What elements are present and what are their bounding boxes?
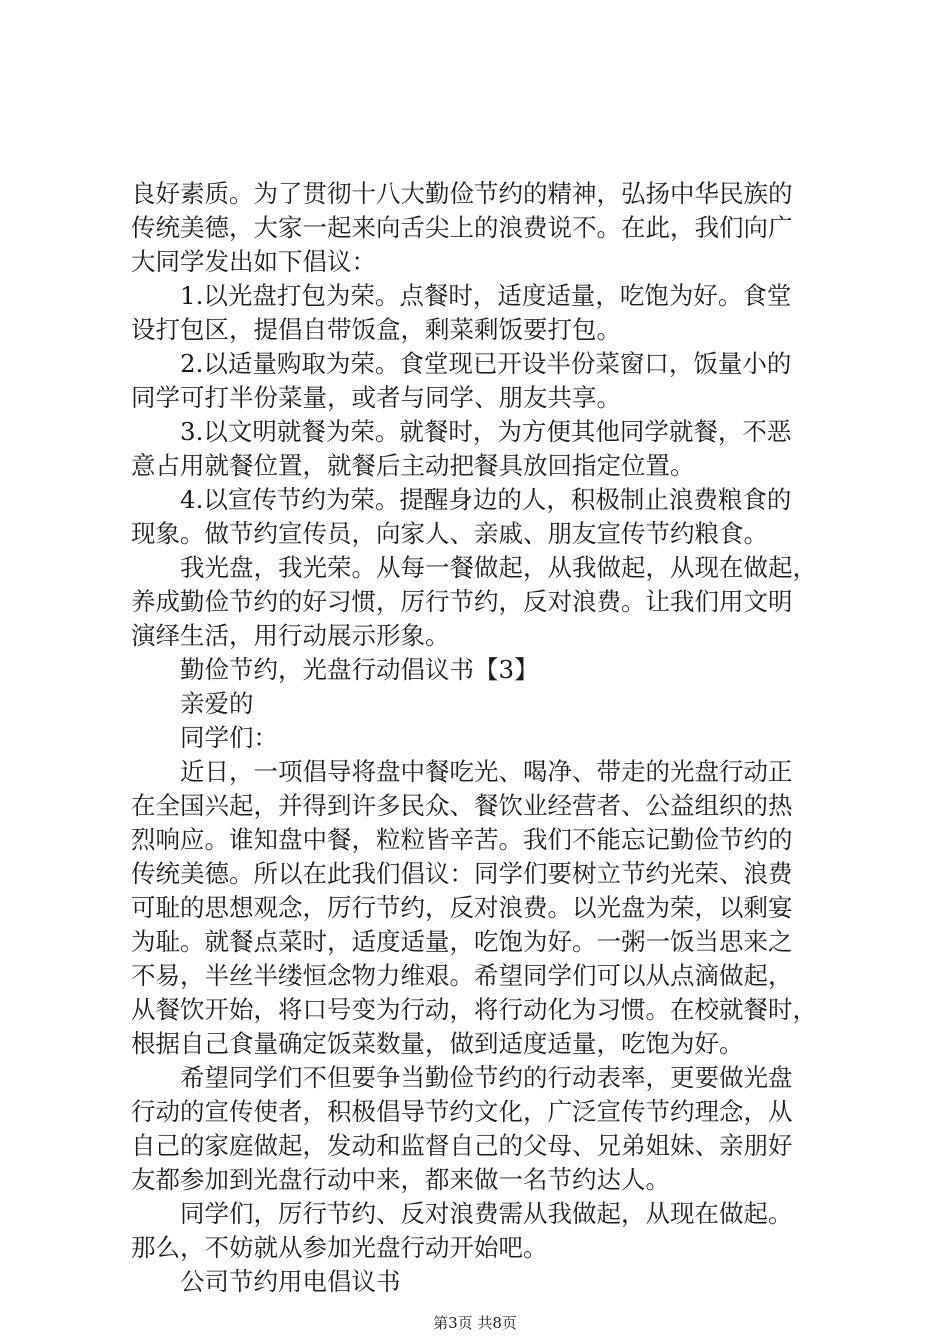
text-line: 4.以宣传节约为荣。提醒身边的人，积极制止浪费粮食的 [180,485,792,514]
text-line: 在全国兴起，并得到许多民众、餐饮业经营者、公益组织的热 [131,791,793,820]
text-line: 2.以适量购取为荣。食堂现已开设半份菜窗口，饭量小的 [180,349,792,378]
text-line: 传统美德。所以在此我们倡议：同学们要树立节约光荣、浪费 [131,859,793,888]
text-line: 良好素质。为了贯彻十八大勤俭节约的精神，弘扬中华民族的 [131,179,793,208]
text-line: 设打包区，提倡自带饭盒，剩菜剩饭要打包。 [131,315,621,344]
text-line: 友都参加到光盘行动中来，都来做一名节约达人。 [131,1165,670,1194]
text-line: 根据自己食量确定饭菜数量，做到适度适量，吃饱为好。 [131,1029,744,1058]
section-heading: 勤俭节约，光盘行动倡议书【3】 [180,655,539,684]
salutation: 同学们： [180,723,278,752]
text-line: 我光盘，我光荣。从每一餐做起，从我做起，从现在做起， [180,553,817,582]
text-line: 1.以光盘打包为荣。点餐时，适度适量，吃饱为好。食堂 [180,281,792,310]
text-line: 同学可打半份菜量，或者与同学、朋友共享。 [131,383,621,412]
text-line: 希望同学们不但要争当勤俭节约的行动表率，更要做光盘 [180,1063,793,1092]
text-line: 传统美德，大家一起来向舌尖上的浪费说不。在此，我们向广 [131,213,793,242]
text-line: 近日，一项倡导将盘中餐吃光、喝净、带走的光盘行动正 [180,757,793,786]
text-line: 那么，不妨就从参加光盘行动开始吧。 [131,1233,548,1262]
text-line: 同学们，厉行节约、反对浪费需从我做起，从现在做起。 [180,1199,793,1228]
section-heading: 公司节约用电倡议书 [180,1267,401,1296]
text-line: 演绎生活，用行动展示形象。 [131,621,450,650]
text-line: 养成勤俭节约的好习惯，厉行节约，反对浪费。让我们用文明 [131,587,793,616]
text-line: 大同学发出如下倡议： [131,247,376,276]
text-line: 烈响应。谁知盘中餐，粒粒皆辛苦。我们不能忘记勤俭节约的 [131,825,793,854]
salutation: 亲爱的 [180,689,254,718]
text-line: 不易，半丝半缕恒念物力维艰。希望同学们可以从点滴做起， [131,961,793,990]
text-line: 可耻的思想观念，厉行节约，反对浪费。以光盘为荣，以剩宴 [131,893,793,922]
text-line: 自己的家庭做起，发动和监督自己的父母、兄弟姐妹、亲朋好 [131,1131,793,1160]
text-line: 3.以文明就餐为荣。就餐时，为方便其他同学就餐，不恶 [180,417,792,446]
text-line: 现象。做节约宣传员，向家人、亲戚、朋友宣传节约粮食。 [131,519,768,548]
text-line: 为耻。就餐点菜时，适度适量，吃饱为好。一粥一饭当思来之 [131,927,793,956]
text-line: 行动的宣传使者，积极倡导节约文化，广泛宣传节约理念，从 [131,1097,793,1126]
text-line: 从餐饮开始，将口号变为行动，将行动化为习惯。在校就餐时， [131,995,817,1024]
text-line: 意占用就餐位置，就餐后主动把餐具放回指定位置。 [131,451,695,480]
page-number: 第3页 共8页 [433,1314,517,1332]
